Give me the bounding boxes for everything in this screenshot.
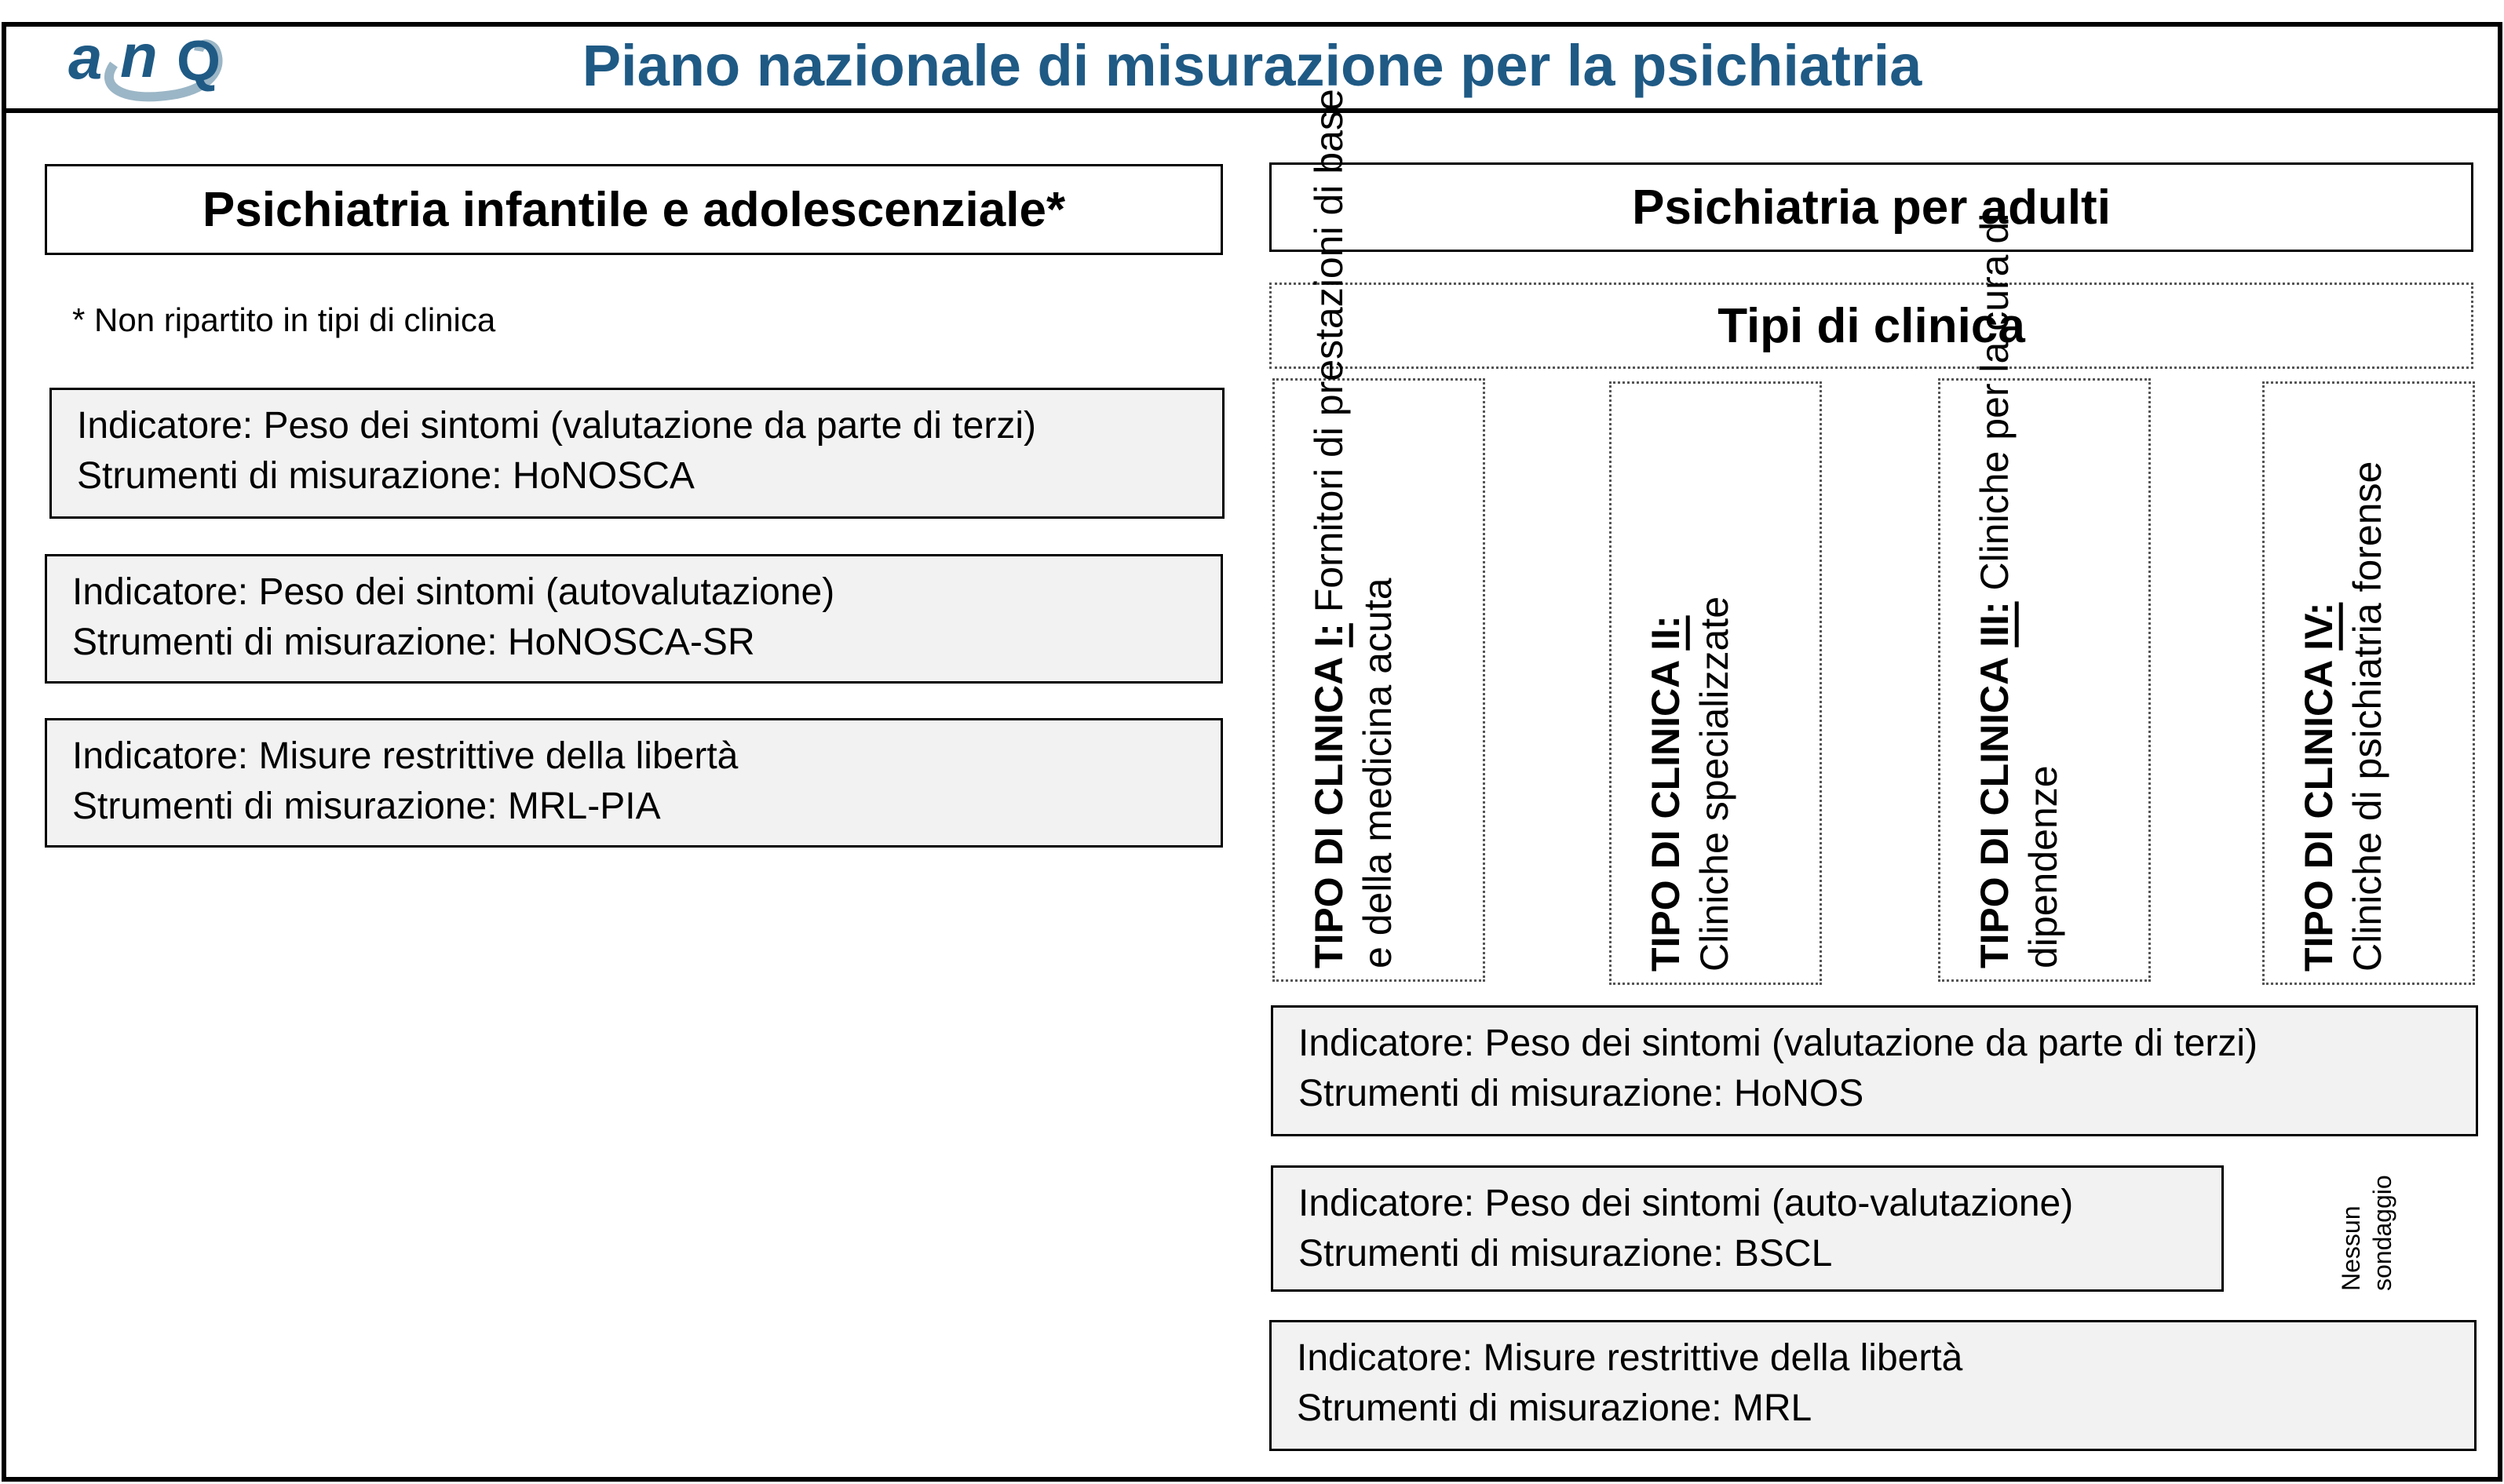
clinic-type-3 [1938,213,2151,982]
instrument-label: Strumenti di misurazione: MRL-PIA [72,786,661,827]
instrument-label: Strumenti di misurazione: HoNOSCA-SR [72,622,755,663]
indicator-box [1271,1165,2224,1292]
clinic-type-1 [1272,89,1485,982]
svg-text:Q: Q [177,30,221,93]
instrument-label: Strumenti di misurazione: HoNOSCA [77,455,695,497]
indicator-label: Indicatore: Misure restrittive della libertà [72,735,739,777]
indicator-label: Indicatore: Peso dei sintomi (valutazione da parte di terzi) [77,405,1036,447]
svg-text:a: a [68,23,103,92]
instrument-label: Strumenti di misurazione: HoNOS [1298,1073,1864,1114]
indicator-label: Indicatore: Misure restrittive della libertà [1297,1337,1963,1379]
indicator-box [1269,1320,2477,1451]
footnote: * Non ripartito in tipi di clinica [72,301,496,338]
indicator-box [49,388,1225,519]
indicator-box [1271,1005,2478,1136]
clinic-type-4 [2262,381,2475,985]
instrument-label: Strumenti di misurazione: MRL [1297,1387,1812,1429]
adult-psychiatry-header: Psichiatria per adulti [1269,162,2473,252]
header-divider [2,108,2502,113]
indicator-label: Indicatore: Peso dei sintomi (valutazione da parte di terzi) [1298,1023,2258,1064]
svg-text:n: n [120,21,158,90]
indicator-label: Indicatore: Peso dei sintomi (auto-valutazione) [1298,1183,2074,1224]
clinic-type-label: TIPO DI CLINICA III: Cliniche per la cura di dipendenze [1973,213,2065,968]
clinic-type-label: TIPO DI CLINICA IV: Cliniche di psichiatria forense [2297,461,2389,972]
clinic-types-header: Tipi di clinica [1269,283,2473,369]
clinic-type-label: TIPO DI CLINICA I: Fornitori di prestazioni di base e della medicina acuta [1307,89,1400,968]
clinic-type-label: TIPO DI CLINICA II: Cliniche specializzate [1644,596,1736,972]
page-title: Piano nazionale di misurazione per la psichiatria [582,32,1922,98]
indicator-box [45,718,1223,848]
child-psychiatry-header: Psichiatria infantile e adolescenziale* [45,164,1223,255]
instrument-label: Strumenti di misurazione: BSCL [1298,1233,1833,1274]
indicator-box [45,554,1223,684]
indicator-label: Indicatore: Peso dei sintomi (autovalutazione) [72,571,835,613]
clinic-type-2 [1609,381,1822,985]
no-survey-note: Nessun sondaggio [2337,1175,2396,1291]
